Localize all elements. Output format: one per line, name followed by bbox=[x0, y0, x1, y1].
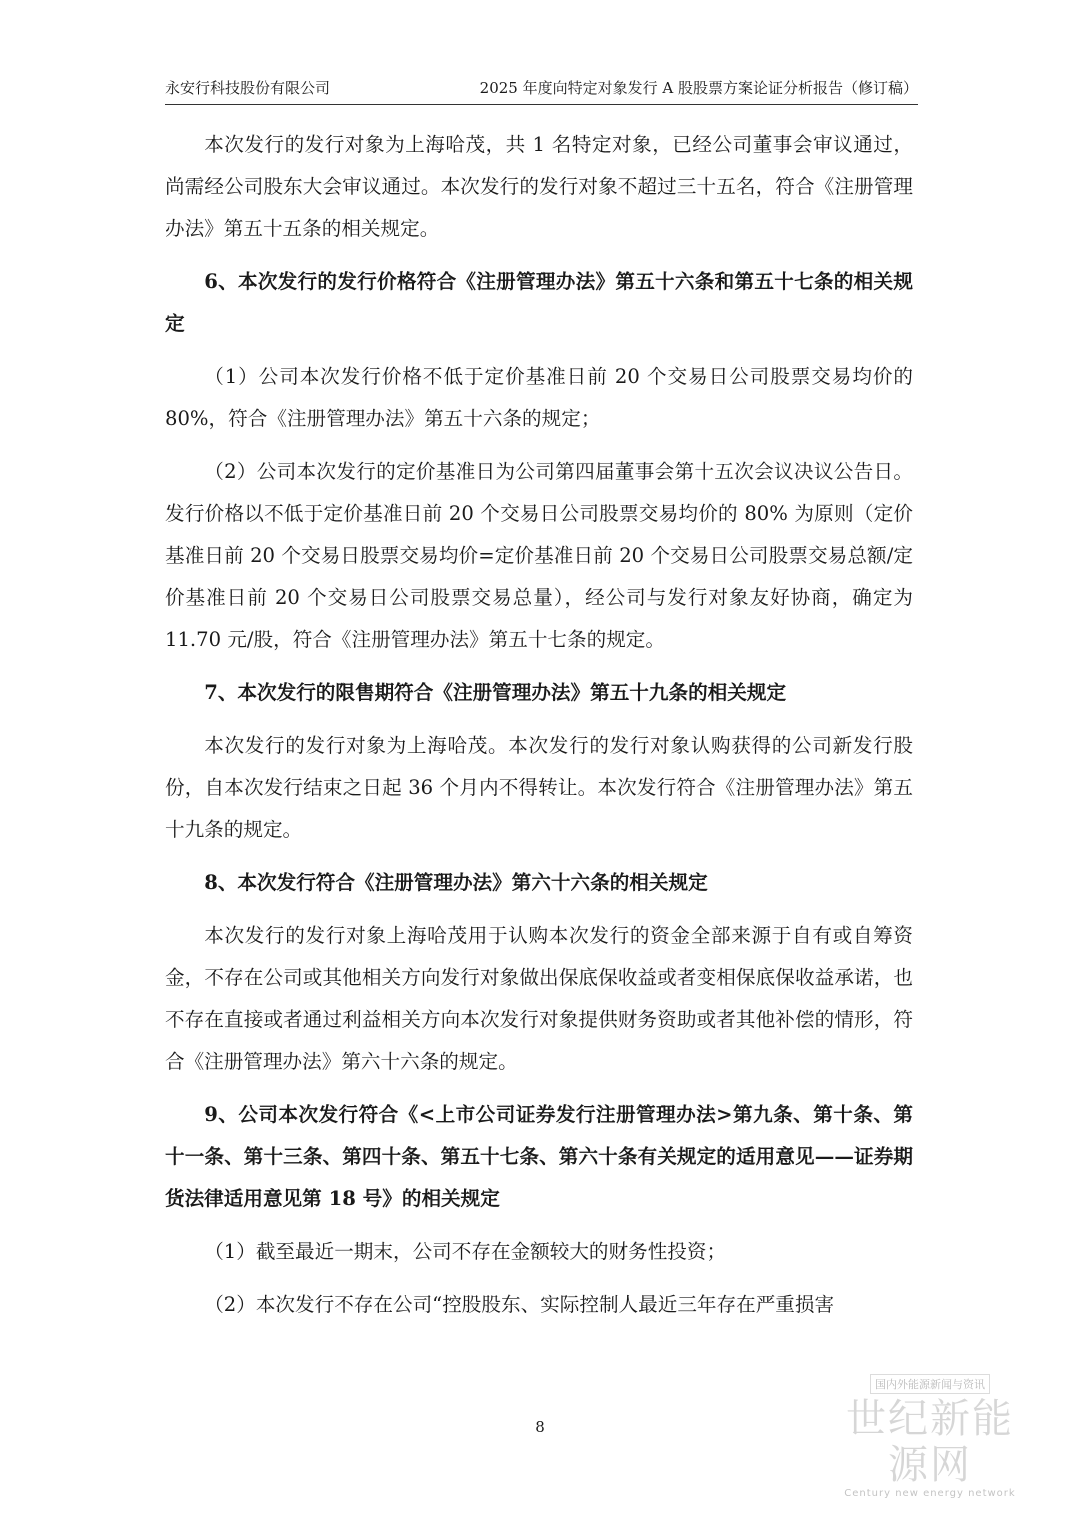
watermark-tagline: 国内外能源新闻与资讯 bbox=[870, 1374, 990, 1394]
watermark-subtitle: Century new energy network bbox=[844, 1488, 1016, 1499]
section-heading-7: 7、本次发行的限售期符合《注册管理办法》第五十九条的相关规定 bbox=[204, 681, 787, 704]
paragraph: （1）公司本次发行价格不低于定价基准日前 20 个交易日公司股票交易均价的 80%，符合《注册管理办法》第五十六条的规定； bbox=[165, 365, 913, 430]
paragraph: 本次发行的发行对象为上海哈茂，共 1 名特定对象，已经公司董事会审议通过，尚需经公司股东大会审议通过。本次发行的发行对象不超过三十五名，符合《注册管理办法》第五十五条的相关规定。 bbox=[165, 133, 913, 240]
header-company: 永安行科技股份有限公司 bbox=[165, 79, 331, 97]
section-heading-8: 8、本次发行符合《注册管理办法》第六十六条的相关规定 bbox=[204, 871, 708, 894]
page-header bbox=[165, 76, 918, 105]
paragraph: 本次发行的发行对象为上海哈茂。本次发行的发行对象认购获得的公司新发行股份，自本次发行结束之日起 36 个月内不得转让。本次发行符合《注册管理办法》第五十九条的规定。 bbox=[165, 734, 913, 841]
paragraph: （2）公司本次发行的定价基准日为公司第四届董事会第十五次会议决议公告日。发行价格以不低于定价基准日前 20 个交易日公司股票交易均价的 80% 为原则（定价基准日前 20 个交易日股票交易均价=定价基准日前 20 个交易日公司股票交易总额/定价基准日前 20 个交易日公司股票交易总量），经公司与发行对象友好协商，确定为 11.70 元/股，符合《注册管理办法》第五十七条的规定。 bbox=[165, 460, 913, 651]
paragraph: （1）截至最近一期末，公司不存在金额较大的财务性投资； bbox=[204, 1240, 727, 1263]
paragraph: 本次发行的发行对象上海哈茂用于认购本次发行的资金全部来源于自有或自筹资金，不存在公司或其他相关方向发行对象做出保底保收益或者变相保底保收益承诺，也不存在直接或者通过利益相关方向本次发行对象提供财务资助或者其他补偿的情形，符合《注册管理办法》第六十六条的规定。 bbox=[165, 924, 913, 1073]
section-heading-9: 9、公司本次发行符合《<上市公司证券发行注册管理办法>第九条、第十条、第十一条、第十三条、第四十条、第五十七条、第六十条有关规定的适用意见——证券期货法律适用意见第 18 号》的相关规定 bbox=[165, 1103, 913, 1210]
watermark-logo bbox=[830, 1373, 1030, 1499]
header-report-title: 2025 年度向特定对象发行 A 股股票方案论证分析报告（修订稿） bbox=[479, 79, 918, 97]
watermark-title: 世纪新能源网 bbox=[846, 1396, 1014, 1488]
document-body bbox=[165, 124, 913, 1326]
page-number: 8 bbox=[535, 1418, 545, 1436]
paragraph: （2）本次发行不存在公司“控股股东、实际控制人最近三年存在严重损害 bbox=[204, 1293, 835, 1316]
section-heading-6: 6、本次发行的发行价格符合《注册管理办法》第五十六条和第五十七条的相关规定 bbox=[165, 270, 913, 335]
